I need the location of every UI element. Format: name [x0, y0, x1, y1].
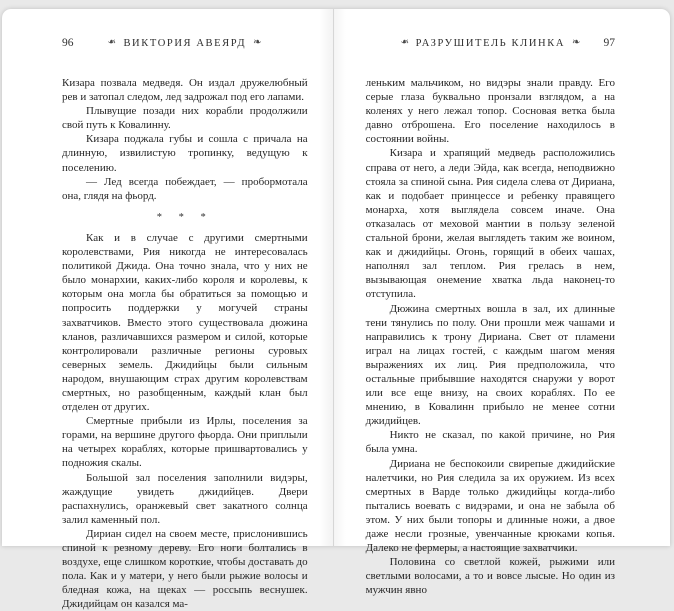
page-body-left: [62, 76, 308, 611]
paragraph: Никто не сказал, по какой причине, но Рия была умна.: [365, 429, 615, 456]
page-number-left: 96: [62, 37, 74, 49]
paragraph: Половина со светлой кожей, рыжими или светлыми волосами, а то и вовсе лысые. Но один из мужчин явно: [365, 556, 615, 597]
paragraph: — Лед всегда побеждает, — пробормотала она, глядя на фьорд.: [62, 175, 308, 202]
floral-ornament-icon: ❧: [106, 37, 117, 48]
paragraph: Смертные прибыли из Ирлы, поселения за горами, на вершине другого фьорда. Они приплыли на четырех кораблях, которые пришвартовались у подножия скалы.: [62, 415, 308, 470]
paragraph: Дириан сидел на своем месте, прислонившись спиной к резному дереву. Его ноги болтались в воздухе, еще слишком короткие, чтобы доставать до пола. Как и у матери, у него были рыжие волосы и бледная кожа, на щеках — россыпь веснушек. Джидийцам он казался ма-: [62, 527, 308, 611]
section-separator: * * *: [156, 211, 213, 223]
floral-ornament-icon: ❧: [398, 37, 409, 48]
page-body-right: [366, 76, 615, 597]
page-left: [2, 9, 334, 611]
book-spread: [2, 9, 670, 611]
paragraph: Как и в случае с другими смертными королевствами, Рия никогда не интересовалась политикой Джида. Она точно знала, что у них не было монархии, каких-либо короля и королевы, к которым она могла бы обратиться за помощью и попросить поддержки у могучей страны захватчиков. Вместо этого существовала дюжина кланов, различавшихся размером и силой, которые контролировали различные регионы суровых северных земель. Джидийцы были сильным народом, внушающим страх другим королевствам смертных, но разобщенным, каждый клан был отделен от других.: [62, 231, 308, 414]
paragraph: Дюжина смертных вошла в зал, их длинные тени тянулись по полу. Они прошли меж чашами и направились к трону Дириана. Свет от пламени играл на лицах гостей, с каждым шагом меняя выражениях их лиц. Рия предположила, что остальные прибывшие находятся снаружи у ворот или все еще внизу, на своих кораблях. По ее мнению, в Ковалинн прибыло не менее сотни джидийцев.: [365, 302, 615, 428]
paragraph: Плывущие позади них корабли продолжили свой путь к Ковалинну.: [62, 105, 308, 132]
paragraph: Большой зал поселения заполнили видэры, жаждущие увидеть джидийцев. Двери распахнулись, оранжевый свет закатного солнца залил каменный пол.: [62, 471, 308, 526]
running-head-author: [88, 38, 282, 49]
page-header-left: [62, 37, 308, 53]
page-header-right: [366, 37, 615, 53]
running-head-title-text: РАЗРУШИТЕЛЬ КЛИНКА: [415, 38, 566, 49]
running-head-author-text: ВИКТОРИЯ АВЕЯРД: [123, 38, 247, 49]
running-head-title: [392, 38, 589, 49]
paragraph: Кизара позвала медведя. Он издал дружелюбный рев и затопал следом, лед задрожал под его лапами.: [62, 77, 308, 104]
paragraph: Кизара и храпящий медведь расположились справа от него, а леди Эйда, как всегда, неподвижно стояла за спиной сына. Рия сидела слева от Дириана, как и подобает принцессе и ребенку правящего монарха, хотя выглядела совсем иначе. Она отказалась от меховой мантии в пользу зеленой стальной брони, желая выглядеть таким же воином, как и джидийцы. Огонь, горящий в обеих чашах, наполнял зал теплом. Рия грелась в нем, вызывающая онемение хватка льда наконец-то отступила.: [365, 147, 615, 301]
page-number-right: 97: [603, 37, 615, 49]
paragraph: Кизара поджала губы и сошла с причала на длинную, извилистую тропинку, ведущую к поселению.: [62, 133, 308, 174]
floral-ornament-icon: ❧: [572, 37, 582, 48]
paragraph: леньким мальчиком, но видэры знали правду. Его серые глаза буквально пронзали взглядом, а на коленях у него лежал топор. Сосновая ветка была давно отброшена. Его поселение находилось в состоянии войны.: [365, 77, 615, 146]
paragraph: Дириана не беспокоили свирепые джидийские налетчики, но Рия следила за их оружием. Из всех смертных в Варде только джидийцы когда-либо пытались воевать с видэрами, и она не забыла об этом. У них были топоры и длинные ножи, а двое даже несли грозные, увенчанные крюками копья. Далеко не фермеры, а настоящие захватчики.: [365, 457, 615, 555]
floral-ornament-icon: ❧: [253, 37, 264, 48]
page-right: [334, 9, 670, 597]
